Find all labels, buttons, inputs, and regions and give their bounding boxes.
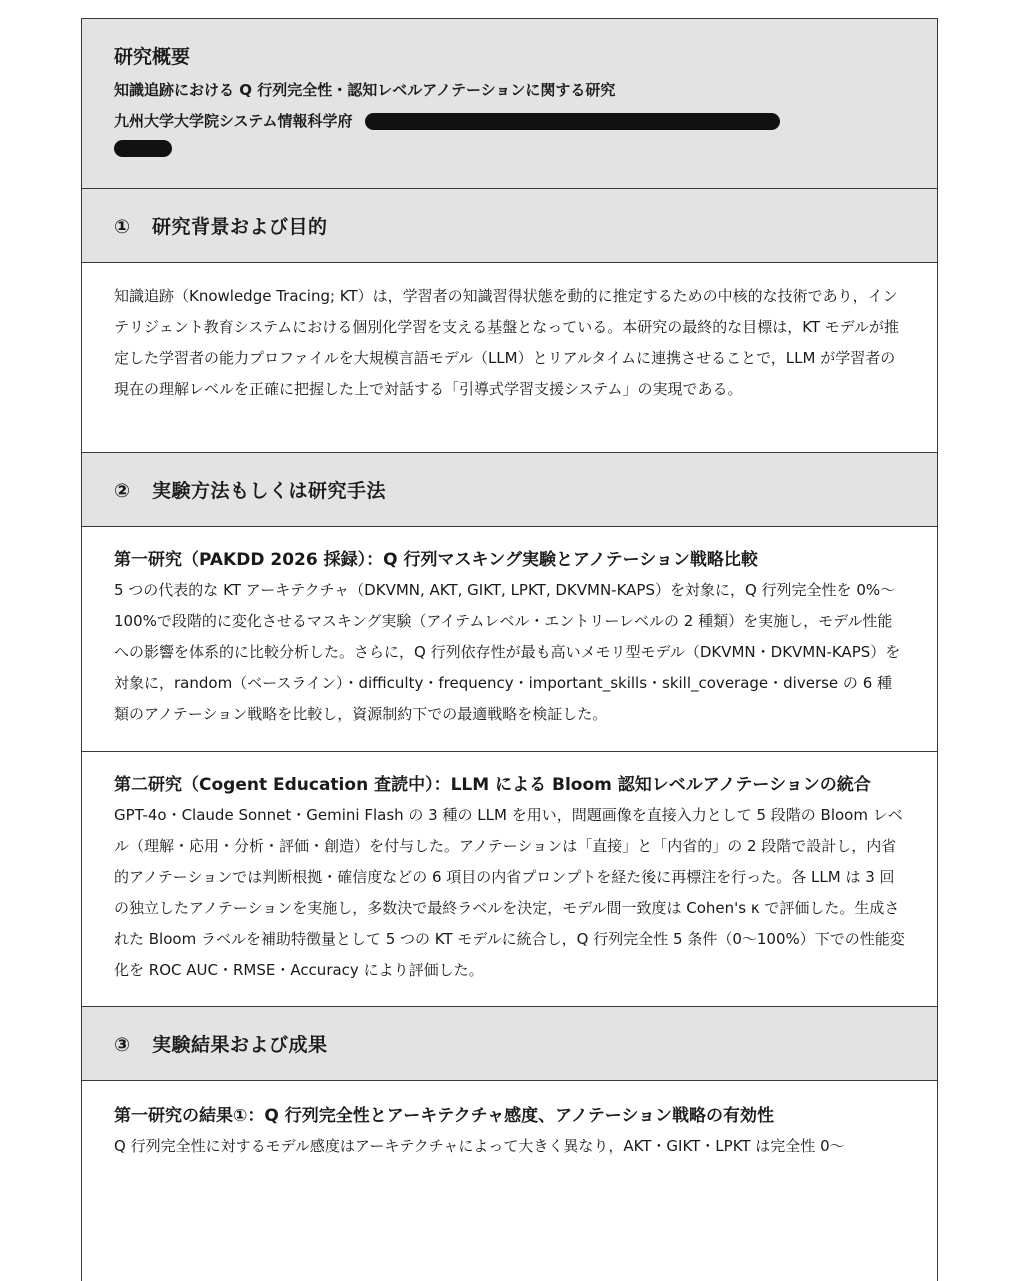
section-1-header: [82, 189, 937, 263]
study2-title: 第二研究（Cogent Education 査読中）：LLM による Bloom 認知レベルアノテーションの統合: [114, 775, 871, 795]
study2-block: [82, 752, 937, 1007]
affiliation-line: [114, 111, 905, 131]
document-frame: [81, 18, 938, 1281]
section-3-header: [82, 1007, 937, 1081]
result1-block: [82, 1081, 937, 1281]
result1-paragraph: Q 行列完全性に対するモデル感度はアーキテクチャによって大きく異なり，AKT・GIKT・LPKT は完全性 0～: [114, 1137, 845, 1155]
section-2-header: [82, 453, 937, 527]
section-1-paragraph: 知識追跡（Knowledge Tracing; KT）は，学習者の知識習得状態を動的に推定するための中核的な技術であり，インテリジェント教育システムにおける個別化学習を支える基盤となっている。本研究の最終的な目標は，KT モデルが推定した学習者の能力プロファイルを大規模言語モデル（LLM）とリアルタイムに連携させることで，LLM が学習者の現在の理解レベルを正確に把握した上で対話する「引導式学習支援システム」の実現である。: [114, 287, 900, 398]
summary-title: 研究概要: [114, 46, 191, 68]
redacted-author-info: [365, 113, 780, 130]
section-2-heading: ② 実験方法もしくは研究手法: [114, 480, 387, 502]
section-3-heading: ③ 実験結果および成果: [114, 1034, 328, 1056]
section-1-heading: ① 研究背景および目的: [114, 216, 328, 238]
redacted-author-name: [114, 140, 172, 157]
result1-title: 第一研究の結果①：Q 行列完全性とアーキテクチャ感度、アノテーション戦略の有効性: [114, 1106, 775, 1126]
study1-title: 第一研究（PAKDD 2026 採録）：Q 行列マスキング実験とアノテーション戦略比較: [114, 550, 758, 570]
affiliation: 九州大学大学院システム情報科学府: [114, 112, 353, 130]
study1-paragraph: 5 つの代表的な KT アーキテクチャ（DKVMN, AKT, GIKT, LPKT, DKVMN-KAPS）を対象に，Q 行列完全性を 0%～100%で段階的に変化させるマスキング実験（アイテムレベル・エントリーレベルの 2 種類）を実施し，モデル性能への影響を体系的に比較分析した。さらに，Q 行列依存性が最も高いメモリ型モデル（DKVMN・DKVMN-KAPS）を対象に，random（ベースライン）・difficulty・frequency・important_skills・skill_coverage・diverse の 6 種類のアノテーション戦略を比較し，資源制約下での最適戦略を検証した。: [114, 581, 901, 723]
summary-block: [82, 19, 937, 189]
study1-block: [82, 527, 937, 752]
section-1-body: [82, 263, 937, 453]
study2-paragraph: GPT-4o・Claude Sonnet・Gemini Flash の 3 種の LLM を用い，問題画像を直接入力として 5 段階の Bloom レベル（理解・応用・分析・評価・創造）を付与した。アノテーションは「直接」と「内省的」の 2 段階で設計し，内省的アノテーションでは判断根拠・確信度などの 6 項目の内省プロンプトを経た後に再標注を行った。各 LLM は 3 回の独立したアノテーションを実施し，多数決で最終ラベルを決定，モデル間一致度は Cohen's κ で評価した。生成された Bloom ラベルを補助特徴量として 5 つの KT モデルに統合し，Q 行列完全性 5 条件（0～100%）下での性能変化を ROC AUC・RMSE・Accuracy により評価した。: [114, 806, 905, 979]
research-subtitle: 知識追跡における Q 行列完全性・認知レベルアノテーションに関する研究: [114, 81, 616, 99]
